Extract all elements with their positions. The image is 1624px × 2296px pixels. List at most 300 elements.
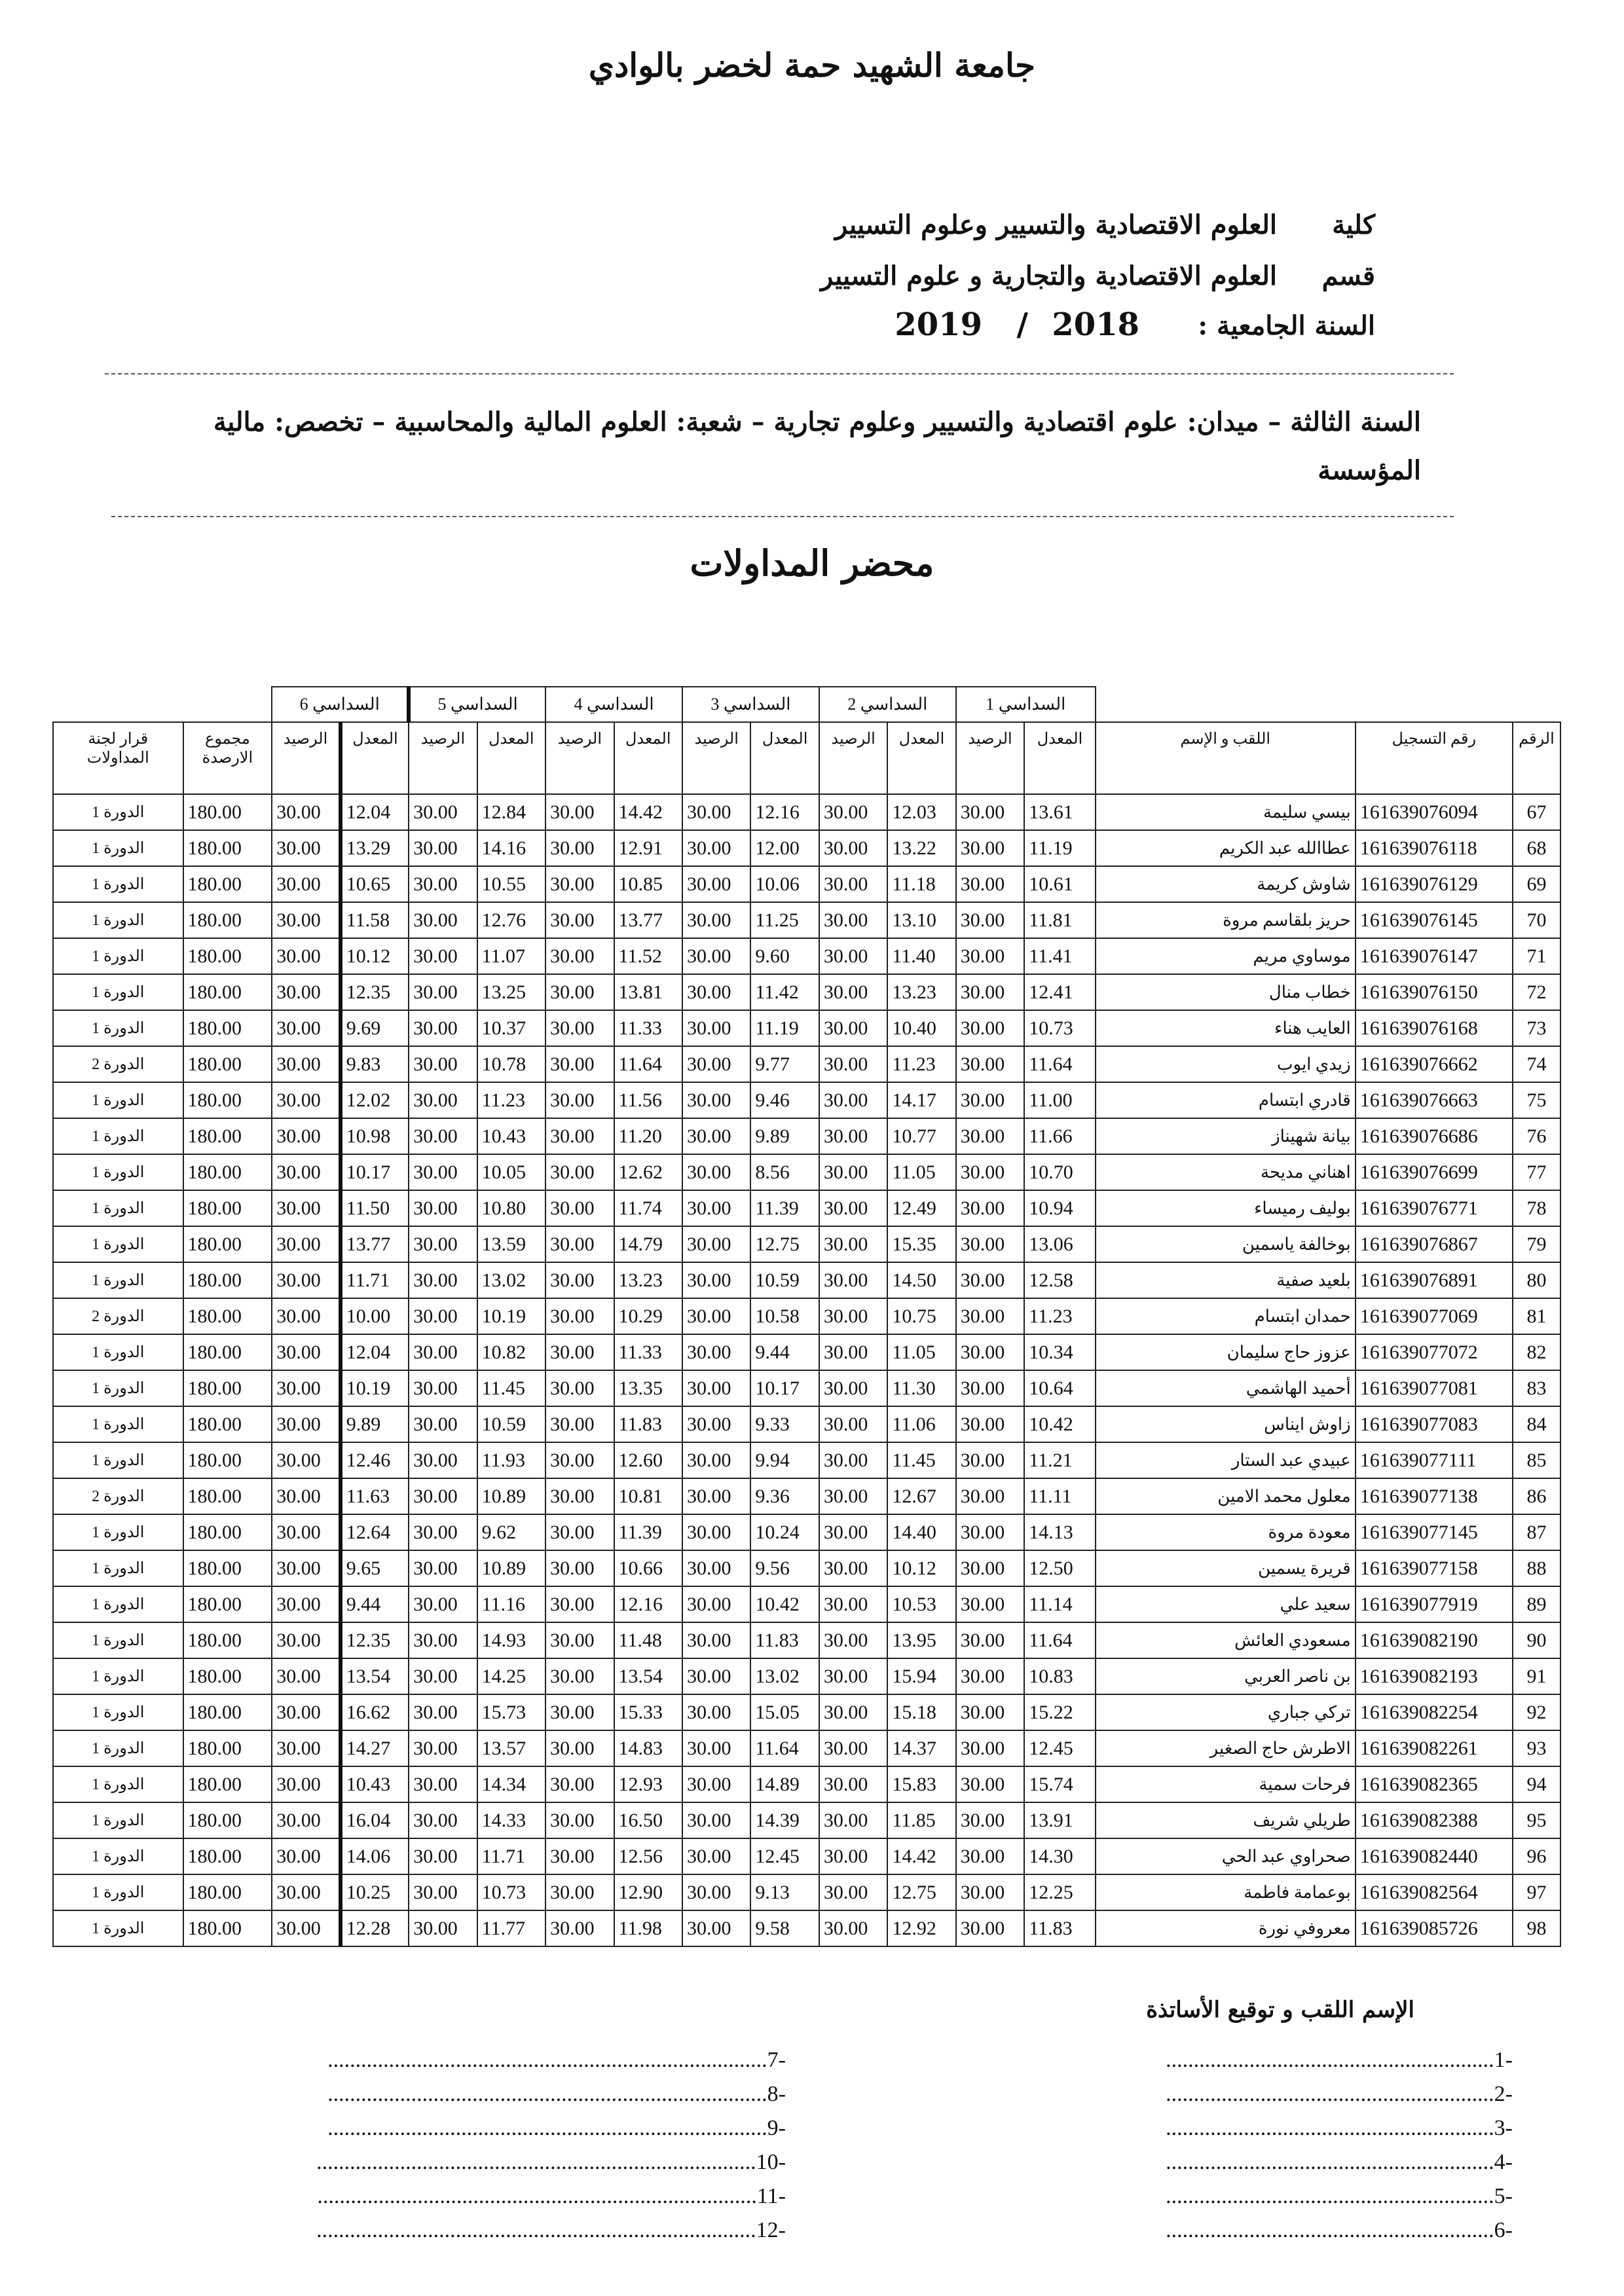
semester-3-credit-cell: 30.00 [682, 1478, 750, 1514]
semester-5-average-cell: 10.43 [477, 1118, 545, 1154]
deliberations-table [52, 686, 1561, 1947]
semester-6-average-cell: 11.63 [341, 1478, 409, 1514]
semester-4-header: السداسي 4 [545, 687, 682, 722]
total-credits-cell: 180.00 [183, 1874, 272, 1910]
semester-3-average-cell: 11.25 [750, 902, 819, 938]
semester-1-average-cell: 12.58 [1024, 1262, 1096, 1298]
col-header-number: الرقم [1513, 722, 1560, 794]
row-number-cell: 73 [1513, 1010, 1560, 1046]
semester-4-credit-cell: 30.00 [545, 1226, 614, 1262]
total-credits-cell: 180.00 [183, 1298, 272, 1334]
semester-6-average-cell: 9.83 [341, 1046, 409, 1082]
signature-line: -3........................................................... [1166, 2116, 1513, 2140]
student-name-cell: بوخالفة ياسمين [1096, 1226, 1356, 1262]
semester-4-credit-cell: 30.00 [545, 830, 614, 866]
semester-3-credit-cell: 30.00 [682, 938, 750, 974]
semester-1-credit-cell: 30.00 [956, 1514, 1024, 1550]
semester-4-credit-cell: 30.00 [545, 1514, 614, 1550]
student-name-cell: مسعودي العائش [1096, 1622, 1356, 1658]
semester-5-credit-cell: 30.00 [409, 1622, 477, 1658]
semester-2-average-cell: 11.18 [887, 866, 955, 902]
semester-4-average-cell: 13.54 [614, 1658, 682, 1694]
semester-4-credit-cell: 30.00 [545, 1694, 614, 1730]
semester-1-average-cell: 12.25 [1024, 1874, 1096, 1910]
semester-6-average-cell: 10.17 [341, 1154, 409, 1190]
col-header-average: المعدل [887, 722, 955, 794]
total-credits-cell: 180.00 [183, 1586, 272, 1622]
student-name-cell: زاوش ايناس [1096, 1406, 1356, 1442]
signatures-left-column [65, 2048, 786, 2252]
table-body [53, 794, 1560, 1946]
decision-cell: الدورة 1 [53, 974, 183, 1010]
semester-4-average-cell: 11.98 [614, 1910, 682, 1946]
semester-2-average-cell: 13.10 [887, 902, 955, 938]
signature-line: -8............................................................................... [327, 2082, 786, 2106]
total-credits-cell: 180.00 [183, 1478, 272, 1514]
department-label: قسم [1321, 261, 1375, 291]
decision-cell: الدورة 1 [53, 794, 183, 830]
semester-6-credit-cell: 30.00 [272, 1190, 340, 1226]
semester-2-credit-cell: 30.00 [819, 1586, 887, 1622]
decision-cell: الدورة 1 [53, 1190, 183, 1226]
semester-2-average-cell: 15.35 [887, 1226, 955, 1262]
semester-5-credit-cell: 30.00 [409, 1046, 477, 1082]
semester-1-average-cell: 10.61 [1024, 866, 1096, 902]
semester-6-credit-cell: 30.00 [272, 1226, 340, 1262]
row-number-cell: 92 [1513, 1694, 1560, 1730]
table-row [53, 1766, 1560, 1802]
department-line [786, 261, 1375, 291]
semester-5-credit-cell: 30.00 [409, 1514, 477, 1550]
decision-cell: الدورة 1 [53, 1694, 183, 1730]
table-row [53, 1550, 1560, 1586]
semester-1-credit-cell: 30.00 [956, 1118, 1024, 1154]
academic-year-label: السنة الجامعية : [1198, 310, 1375, 341]
semester-4-credit-cell: 30.00 [545, 1118, 614, 1154]
semester-1-credit-cell: 30.00 [956, 1334, 1024, 1370]
col-header-average: المعدل [614, 722, 682, 794]
decision-cell: الدورة 1 [53, 1010, 183, 1046]
semester-6-average-cell: 9.69 [341, 1010, 409, 1046]
semester-2-credit-cell: 30.00 [819, 1442, 887, 1478]
semester-1-average-cell: 13.61 [1024, 794, 1096, 830]
semester-2-credit-cell: 30.00 [819, 1622, 887, 1658]
total-credits-cell: 180.00 [183, 1514, 272, 1550]
registration-cell: 161639076150 [1356, 974, 1513, 1010]
col-header-average: المعدل [1024, 722, 1096, 794]
decision-cell: الدورة 1 [53, 1514, 183, 1550]
semester-3-average-cell: 9.77 [750, 1046, 819, 1082]
semester-6-average-cell: 11.58 [341, 902, 409, 938]
registration-cell: 161639076891 [1356, 1262, 1513, 1298]
semester-1-average-cell: 11.66 [1024, 1118, 1096, 1154]
semester-6-credit-cell: 30.00 [272, 1082, 340, 1118]
row-number-cell: 95 [1513, 1802, 1560, 1838]
student-name-cell: خطاب منال [1096, 974, 1356, 1010]
semester-4-credit-cell: 30.00 [545, 1406, 614, 1442]
semester-1-credit-cell: 30.00 [956, 1658, 1024, 1694]
signature-line: -4........................................................... [1166, 2150, 1513, 2174]
semester-6-average-cell: 13.29 [341, 830, 409, 866]
semester-3-average-cell: 9.94 [750, 1442, 819, 1478]
semester-5-credit-cell: 30.00 [409, 1478, 477, 1514]
semester-6-credit-cell: 30.00 [272, 974, 340, 1010]
semester-5-average-cell: 11.45 [477, 1370, 545, 1406]
row-number-cell: 76 [1513, 1118, 1560, 1154]
student-name-cell: فرحات سمية [1096, 1766, 1356, 1802]
semester-6-average-cell: 13.77 [341, 1226, 409, 1262]
semester-1-average-cell: 12.45 [1024, 1730, 1096, 1766]
semester-1-credit-cell: 30.00 [956, 1622, 1024, 1658]
semester-3-credit-cell: 30.00 [682, 1118, 750, 1154]
semester-4-credit-cell: 30.00 [545, 1478, 614, 1514]
semester-2-average-cell: 15.83 [887, 1766, 955, 1802]
semester-4-average-cell: 11.56 [614, 1082, 682, 1118]
semester-6-credit-cell: 30.00 [272, 1406, 340, 1442]
semester-3-average-cell: 9.36 [750, 1478, 819, 1514]
decision-cell: الدورة 1 [53, 938, 183, 974]
signature-line: -11............................................................................... [317, 2184, 786, 2208]
table-row [53, 1334, 1560, 1370]
semester-5-average-cell: 14.93 [477, 1622, 545, 1658]
semester-3-average-cell: 12.45 [750, 1838, 819, 1874]
semester-5-credit-cell: 30.00 [409, 1910, 477, 1946]
semester-2-credit-cell: 30.00 [819, 1190, 887, 1226]
total-credits-cell: 180.00 [183, 1802, 272, 1838]
semester-2-credit-cell: 30.00 [819, 1046, 887, 1082]
semester-1-credit-cell: 30.00 [956, 1478, 1024, 1514]
semester-5-credit-cell: 30.00 [409, 938, 477, 974]
semester-4-average-cell: 13.77 [614, 902, 682, 938]
row-number-cell: 75 [1513, 1082, 1560, 1118]
row-number-cell: 79 [1513, 1226, 1560, 1262]
signature-line: -10............................................................................... [316, 2150, 786, 2174]
semester-5-credit-cell: 30.00 [409, 1874, 477, 1910]
semester-3-average-cell: 9.60 [750, 938, 819, 974]
row-number-cell: 72 [1513, 974, 1560, 1010]
semester-4-average-cell: 15.33 [614, 1694, 682, 1730]
semester-5-average-cell: 10.05 [477, 1154, 545, 1190]
semester-4-average-cell: 12.60 [614, 1442, 682, 1478]
row-number-cell: 93 [1513, 1730, 1560, 1766]
semester-6-average-cell: 14.27 [341, 1730, 409, 1766]
row-number-cell: 96 [1513, 1838, 1560, 1874]
semester-6-credit-cell: 30.00 [272, 1334, 340, 1370]
semester-3-credit-cell: 30.00 [682, 830, 750, 866]
semester-5-credit-cell: 30.00 [409, 794, 477, 830]
decision-cell: الدورة 1 [53, 1838, 183, 1874]
row-number-cell: 98 [1513, 1910, 1560, 1946]
semester-2-credit-cell: 30.00 [819, 974, 887, 1010]
row-number-cell: 81 [1513, 1298, 1560, 1334]
semester-5-average-cell: 11.71 [477, 1838, 545, 1874]
table-row [53, 1802, 1560, 1838]
semester-5-credit-cell: 30.00 [409, 830, 477, 866]
semester-4-average-cell: 14.79 [614, 1226, 682, 1262]
row-number-cell: 82 [1513, 1334, 1560, 1370]
semester-5-average-cell: 13.59 [477, 1226, 545, 1262]
semester-6-credit-cell: 30.00 [272, 1262, 340, 1298]
semester-6-average-cell: 10.00 [341, 1298, 409, 1334]
col-header-credit: الرصيد [956, 722, 1024, 794]
divider-top [105, 373, 1454, 374]
semester-6-credit-cell: 30.00 [272, 794, 340, 830]
signature-line: -1........................................................... [1166, 2048, 1513, 2072]
semester-2-credit-cell: 30.00 [819, 1874, 887, 1910]
row-number-cell: 84 [1513, 1406, 1560, 1442]
semester-2-credit-cell: 30.00 [819, 794, 887, 830]
semester-5-credit-cell: 30.00 [409, 1802, 477, 1838]
total-credits-cell: 180.00 [183, 1730, 272, 1766]
registration-cell: 161639076867 [1356, 1226, 1513, 1262]
row-number-cell: 70 [1513, 902, 1560, 938]
semester-3-average-cell: 10.06 [750, 866, 819, 902]
semester-2-average-cell: 11.30 [887, 1370, 955, 1406]
row-number-cell: 68 [1513, 830, 1560, 866]
semester-5-average-cell: 9.62 [477, 1514, 545, 1550]
col-header-average: المعدل [341, 722, 409, 794]
semester-2-credit-cell: 30.00 [819, 1802, 887, 1838]
decision-cell: الدورة 1 [53, 1226, 183, 1262]
semester-5-credit-cell: 30.00 [409, 1550, 477, 1586]
total-credits-cell: 180.00 [183, 1154, 272, 1190]
semester-6-header: السداسي 6 [272, 687, 409, 722]
decision-cell: الدورة 1 [53, 1154, 183, 1190]
semester-1-credit-cell: 30.00 [956, 974, 1024, 1010]
semester-6-average-cell: 12.02 [341, 1082, 409, 1118]
total-credits-cell: 180.00 [183, 1622, 272, 1658]
registration-cell: 161639076662 [1356, 1046, 1513, 1082]
student-name-cell: معودة مروة [1096, 1514, 1356, 1550]
semester-4-average-cell: 11.20 [614, 1118, 682, 1154]
semester-4-credit-cell: 30.00 [545, 866, 614, 902]
semester-4-average-cell: 11.52 [614, 938, 682, 974]
semester-2-average-cell: 11.06 [887, 1406, 955, 1442]
signature-line: -7............................................................................... [327, 2048, 786, 2072]
academic-year-line [786, 306, 1375, 343]
col-header-credit: الرصيد [819, 722, 887, 794]
specialty-line: السنة الثالثة – ميدان: علوم اقتصادية والتسيير وعلوم تجارية – شعبة: العلوم المالية والمحاسبية – تخصص: مالية المؤسسة [213, 407, 1421, 486]
row-number-cell: 67 [1513, 794, 1560, 830]
semester-4-credit-cell: 30.00 [545, 1730, 614, 1766]
semester-5-credit-cell: 30.00 [409, 1694, 477, 1730]
semester-3-average-cell: 10.59 [750, 1262, 819, 1298]
decision-cell: الدورة 1 [53, 1586, 183, 1622]
semester-1-average-cell: 10.34 [1024, 1334, 1096, 1370]
semester-4-credit-cell: 30.00 [545, 1334, 614, 1370]
decision-cell: الدورة 1 [53, 1550, 183, 1586]
semester-5-average-cell: 15.73 [477, 1694, 545, 1730]
semester-5-credit-cell: 30.00 [409, 1586, 477, 1622]
col-header-decision: قرار لجنة المداولات [53, 722, 183, 794]
semester-4-average-cell: 11.39 [614, 1514, 682, 1550]
semester-5-credit-cell: 30.00 [409, 1118, 477, 1154]
semester-6-credit-cell: 30.00 [272, 1154, 340, 1190]
decision-cell: الدورة 1 [53, 902, 183, 938]
semester-1-average-cell: 11.83 [1024, 1910, 1096, 1946]
registration-cell: 161639076699 [1356, 1154, 1513, 1190]
semester-1-credit-cell: 30.00 [956, 902, 1024, 938]
semester-4-average-cell: 12.62 [614, 1154, 682, 1190]
total-credits-cell: 180.00 [183, 830, 272, 866]
semester-3-credit-cell: 30.00 [682, 1658, 750, 1694]
semester-2-credit-cell: 30.00 [819, 1406, 887, 1442]
row-number-cell: 86 [1513, 1478, 1560, 1514]
total-credits-cell: 180.00 [183, 866, 272, 902]
semester-6-credit-cell: 30.00 [272, 1010, 340, 1046]
semester-2-average-cell: 10.77 [887, 1118, 955, 1154]
semester-4-average-cell: 16.50 [614, 1802, 682, 1838]
semester-3-credit-cell: 30.00 [682, 1406, 750, 1442]
semester-6-average-cell: 12.28 [341, 1910, 409, 1946]
registration-cell: 161639077072 [1356, 1334, 1513, 1370]
student-name-cell: سعيد علي [1096, 1586, 1356, 1622]
semester-5-average-cell: 10.78 [477, 1046, 545, 1082]
semester-6-credit-cell: 30.00 [272, 1586, 340, 1622]
student-name-cell: حمدان ابتسام [1096, 1298, 1356, 1334]
student-name-cell: حريز بلقاسم مروة [1096, 902, 1356, 938]
table-row [53, 1658, 1560, 1694]
semester-4-credit-cell: 30.00 [545, 1190, 614, 1226]
semester-1-average-cell: 12.41 [1024, 974, 1096, 1010]
student-name-cell: بوليف رميساء [1096, 1190, 1356, 1226]
registration-cell: 161639082193 [1356, 1658, 1513, 1694]
semester-6-credit-cell: 30.00 [272, 1694, 340, 1730]
total-credits-cell: 180.00 [183, 1118, 272, 1154]
semester-3-credit-cell: 30.00 [682, 1010, 750, 1046]
table-row [53, 1910, 1560, 1946]
registration-cell: 161639076094 [1356, 794, 1513, 830]
semester-4-credit-cell: 30.00 [545, 1262, 614, 1298]
semester-5-credit-cell: 30.00 [409, 1226, 477, 1262]
semester-5-average-cell: 10.59 [477, 1406, 545, 1442]
semester-3-credit-cell: 30.00 [682, 1046, 750, 1082]
total-credits-cell: 180.00 [183, 1262, 272, 1298]
semester-5-average-cell: 11.77 [477, 1910, 545, 1946]
registration-cell: 161639077083 [1356, 1406, 1513, 1442]
semester-2-credit-cell: 30.00 [819, 1082, 887, 1118]
semester-4-credit-cell: 30.00 [545, 1154, 614, 1190]
semester-4-average-cell: 11.48 [614, 1622, 682, 1658]
table-row [53, 1262, 1560, 1298]
semester-6-credit-cell: 30.00 [272, 1046, 340, 1082]
semester-6-average-cell: 10.98 [341, 1118, 409, 1154]
registration-cell: 161639082564 [1356, 1874, 1513, 1910]
decision-cell: الدورة 2 [53, 1046, 183, 1082]
table-row [53, 1118, 1560, 1154]
semester-1-average-cell: 14.13 [1024, 1514, 1096, 1550]
semester-3-average-cell: 10.17 [750, 1370, 819, 1406]
semester-4-credit-cell: 30.00 [545, 1010, 614, 1046]
student-name-cell: معروفي نورة [1096, 1910, 1356, 1946]
semester-4-credit-cell: 30.00 [545, 1658, 614, 1694]
semester-3-credit-cell: 30.00 [682, 1334, 750, 1370]
semester-5-average-cell: 14.34 [477, 1766, 545, 1802]
total-credits-cell: 180.00 [183, 1406, 272, 1442]
semester-4-average-cell: 11.83 [614, 1406, 682, 1442]
semester-1-average-cell: 11.23 [1024, 1298, 1096, 1334]
row-number-cell: 97 [1513, 1874, 1560, 1910]
table-row [53, 1874, 1560, 1910]
semester-6-average-cell: 10.19 [341, 1370, 409, 1406]
faculty-label: كلية [1332, 210, 1375, 240]
semester-1-average-cell: 15.22 [1024, 1694, 1096, 1730]
document-title: محضر المداولات [690, 542, 934, 584]
semester-2-average-cell: 12.75 [887, 1874, 955, 1910]
semester-1-average-cell: 10.64 [1024, 1370, 1096, 1406]
semester-1-header: السداسي 1 [956, 687, 1096, 722]
student-name-cell: بيانة شهيناز [1096, 1118, 1356, 1154]
semester-4-average-cell: 12.90 [614, 1874, 682, 1910]
registration-cell: 161639076686 [1356, 1118, 1513, 1154]
semester-3-average-cell: 12.00 [750, 830, 819, 866]
row-number-cell: 88 [1513, 1550, 1560, 1586]
row-number-cell: 91 [1513, 1658, 1560, 1694]
semester-3-average-cell: 14.39 [750, 1802, 819, 1838]
semester-2-credit-cell: 30.00 [819, 902, 887, 938]
semester-6-average-cell: 12.35 [341, 1622, 409, 1658]
year-separator: / [1016, 306, 1028, 343]
signature-line: -6........................................................... [1166, 2218, 1513, 2242]
semester-3-credit-cell: 30.00 [682, 1874, 750, 1910]
semester-1-credit-cell: 30.00 [956, 1766, 1024, 1802]
total-credits-cell: 180.00 [183, 1226, 272, 1262]
semester-4-average-cell: 11.74 [614, 1190, 682, 1226]
semester-4-average-cell: 10.85 [614, 866, 682, 902]
semester-1-credit-cell: 30.00 [956, 1730, 1024, 1766]
semester-2-average-cell: 13.22 [887, 830, 955, 866]
semester-2-credit-cell: 30.00 [819, 1226, 887, 1262]
table-row [53, 1370, 1560, 1406]
semester-3-credit-cell: 30.00 [682, 1370, 750, 1406]
semester-1-average-cell: 14.30 [1024, 1838, 1096, 1874]
col-header-average: المعدل [477, 722, 545, 794]
table-row [53, 1730, 1560, 1766]
student-name-cell: قادري ابتسام [1096, 1082, 1356, 1118]
semester-3-credit-cell: 30.00 [682, 866, 750, 902]
semester-5-credit-cell: 30.00 [409, 1406, 477, 1442]
table-row [53, 866, 1560, 902]
semester-3-average-cell: 10.42 [750, 1586, 819, 1622]
student-name-cell: عطاالله عبد الكريم [1096, 830, 1356, 866]
semester-1-credit-cell: 30.00 [956, 1406, 1024, 1442]
row-number-cell: 85 [1513, 1442, 1560, 1478]
semester-5-average-cell: 14.25 [477, 1658, 545, 1694]
semester-6-average-cell: 9.44 [341, 1586, 409, 1622]
semester-5-average-cell: 10.89 [477, 1478, 545, 1514]
col-header-name: اللقب و الإسم [1096, 722, 1356, 794]
semester-5-credit-cell: 30.00 [409, 1730, 477, 1766]
semester-4-credit-cell: 30.00 [545, 794, 614, 830]
semester-4-average-cell: 10.66 [614, 1550, 682, 1586]
year-start: 2018 [1052, 306, 1139, 343]
table-row [53, 1298, 1560, 1334]
semester-2-average-cell: 10.40 [887, 1010, 955, 1046]
semester-4-average-cell: 12.93 [614, 1766, 682, 1802]
col-header-average: المعدل [750, 722, 819, 794]
table-row [53, 1082, 1560, 1118]
semester-4-average-cell: 11.64 [614, 1046, 682, 1082]
registration-cell: 161639082190 [1356, 1622, 1513, 1658]
semester-3-average-cell: 12.16 [750, 794, 819, 830]
registration-cell: 161639076145 [1356, 902, 1513, 938]
semester-2-average-cell: 13.23 [887, 974, 955, 1010]
semester-1-credit-cell: 30.00 [956, 1082, 1024, 1118]
table-row [53, 794, 1560, 830]
semester-6-credit-cell: 30.00 [272, 1370, 340, 1406]
semester-1-average-cell: 10.42 [1024, 1406, 1096, 1442]
semester-4-credit-cell: 30.00 [545, 1586, 614, 1622]
